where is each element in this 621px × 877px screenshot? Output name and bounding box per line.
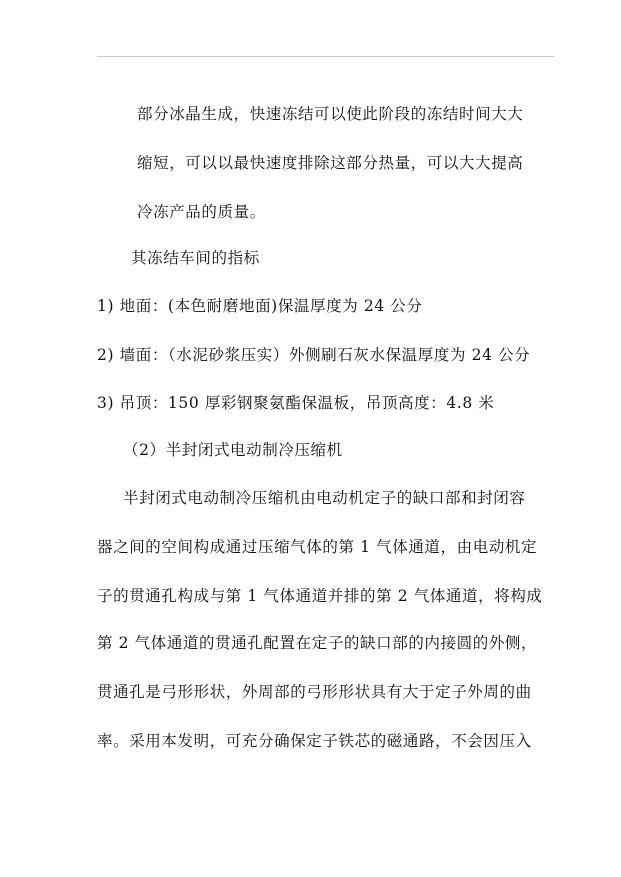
- paragraph-line-3: 子的贯通孔构成与第 1 气体通道并排的第 2 气体通道，将构成: [97, 587, 543, 605]
- list-item-ceiling: 3) 吊顶：150 厚彩钢聚氨酯保温板，吊顶高度：4.8 米: [97, 394, 495, 412]
- section-heading: 其冻结车间的指标: [131, 249, 260, 267]
- header-rule: [97, 56, 554, 57]
- paragraph-line-2: 器之间的空间构成通过压缩气体的第 1 气体通道，由电动机定: [97, 538, 538, 556]
- paragraph-line-5: 贯通孔是弓形形状，外周部的弓形形状具有大于定子外周的曲: [97, 683, 532, 701]
- paragraph-line-1: 半封闭式电动制冷压缩机由电动机定子的缺口部和封闭容: [123, 489, 526, 507]
- list-item-floor: 1) 地面：(本色耐磨地面)保温厚度为 24 公分: [97, 297, 423, 315]
- paragraph-line-4: 第 2 气体通道的贯通孔配置在定子的缺口部的内接圆的外侧，: [97, 634, 538, 652]
- continuation-line-3: 冷冻产品的质量。: [137, 203, 266, 221]
- paragraph-line-6: 率。采用本发明，可充分确保定子铁芯的磁通路，不会因压入: [97, 732, 532, 750]
- list-item-wall: 2) 墙面：（水泥砂浆压实）外侧刷石灰水保温厚度为 24 公分: [97, 346, 531, 364]
- subsection-heading: （2）半封闭式电动制冷压缩机: [123, 441, 343, 459]
- continuation-line-2: 缩短，可以以最快速度排除这部分热量，可以大大提高: [137, 154, 524, 172]
- continuation-line-1: 部分冰晶生成，快速冻结可以使此阶段的冻结时间大大: [137, 105, 524, 123]
